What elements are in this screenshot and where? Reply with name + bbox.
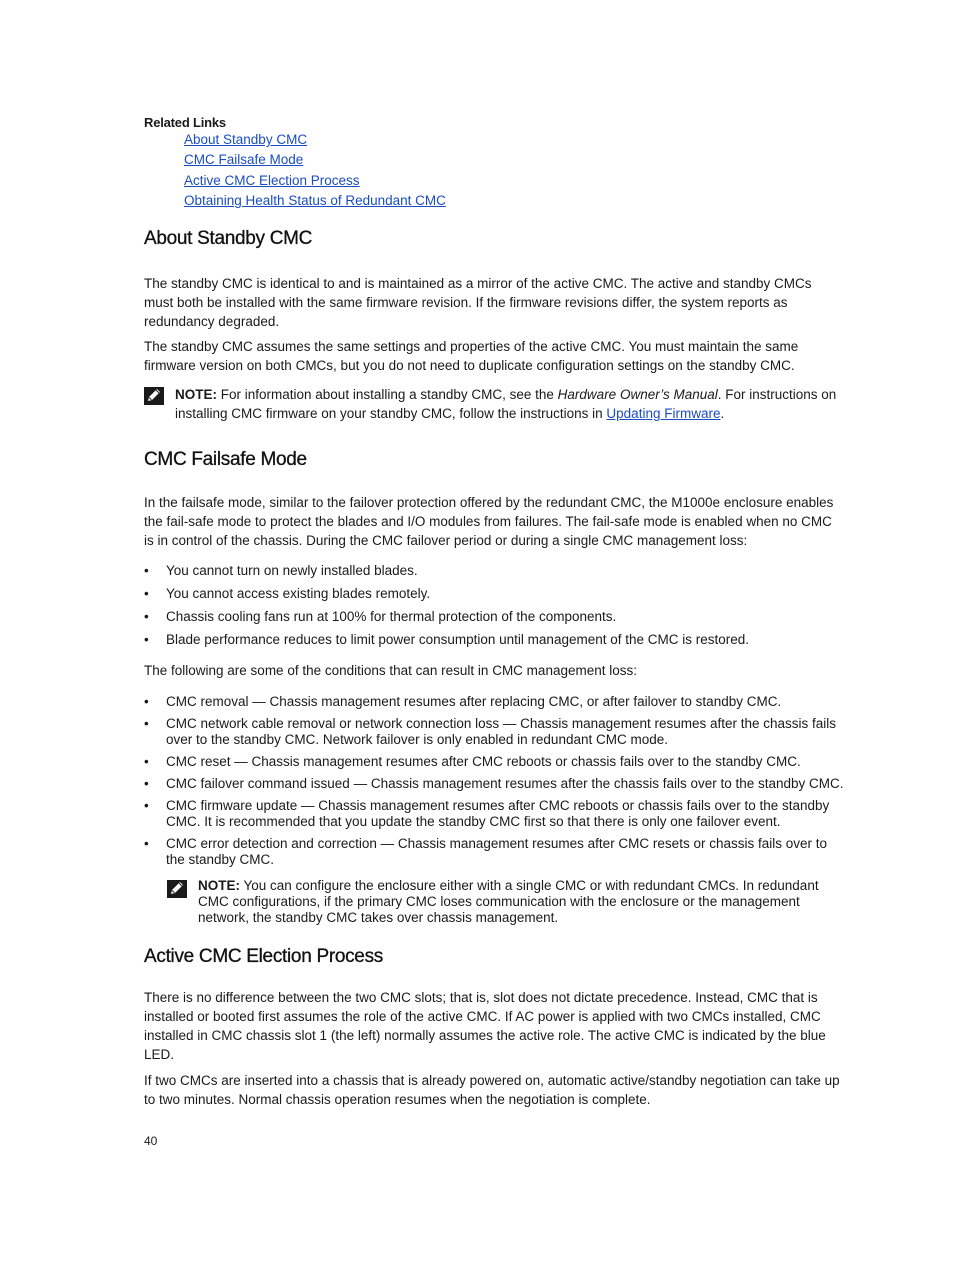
paragraph: The following are some of the conditions that can result in CMC management loss: xyxy=(144,663,637,678)
list-item xyxy=(184,130,446,150)
related-links xyxy=(144,115,446,212)
pencil-note-icon xyxy=(144,387,164,405)
link-about-standby-cmc[interactable]: About Standby CMC xyxy=(184,132,308,147)
list-item: • CMC error detection and correction — Chassis management resumes after CMC resets or chassis fails over to the standby CMC. xyxy=(144,836,844,868)
section-heading-election: Active CMC Election Process xyxy=(144,946,383,967)
note-text xyxy=(198,878,838,926)
note-text-part: . For instructions on installing CMC firmware on your standby CMC, follow the instructions in xyxy=(175,387,837,421)
paragraph: If two CMCs are inserted into a chassis that is already powered on, automatic active/standby negotiation can take up to two minutes. Normal chassis operation resumes when the negotiation is complete. xyxy=(144,1073,840,1107)
note-text-part: . xyxy=(720,406,725,421)
link-obtaining-health-status[interactable]: Obtaining Health Status of Redundant CMC xyxy=(184,193,446,209)
note-box xyxy=(167,878,838,926)
list-item: • CMC reset — Chassis management resumes after CMC reboots or chassis fails over to the standby CMC. xyxy=(144,754,844,770)
note-text-part: For information about installing a standby CMC, see the xyxy=(217,387,558,402)
bullet-list-loss-conditions xyxy=(144,694,844,868)
link-updating-firmware[interactable]: Updating Firmware xyxy=(606,406,721,421)
list-item: • You cannot access existing blades remotely. xyxy=(144,586,844,602)
section-heading-about-standby: About Standby CMC xyxy=(144,228,313,249)
bullet-list-failsafe-effects xyxy=(144,563,844,648)
list-item xyxy=(184,191,446,211)
paragraph: The standby CMC assumes the same settings and properties of the active CMC. You must maintain the same firmware version on both CMCs, but you do not need to duplicate configuration settings on the standby CMC. xyxy=(144,339,799,373)
paragraph: There is no difference between the two CMC slots; that is, slot does not dictate precedence. Instead, CMC that is installed or booted first assumes the role of the active CMC. If AC power is applied with two CMCs installed, CMC installed in CMC chassis slot 1 (the left) normally assumes the active role. The active CMC is indicated by the blue LED. xyxy=(144,990,826,1062)
list-item: • CMC network cable removal or network connection loss — Chassis management resumes after the chassis fails over to the standby CMC. Network failover is only enabled in redundant CMC mode. xyxy=(144,716,844,748)
note-text-part: You can configure the enclosure either with a single CMC or with redundant CMCs. In redundant CMC configurations, if the primary CMC loses communication with the enclosure or the management network, the standby CMC takes over chassis management. xyxy=(198,878,819,925)
paragraph: The standby CMC is identical to and is maintained as a mirror of the active CMC. The active and standby CMCs must both be installed with the same firmware revision. If the firmware revisions differ, the system reports as redundancy degraded. xyxy=(144,276,812,329)
note-label: NOTE: xyxy=(175,387,217,402)
manual-title: Hardware Owner’s Manual xyxy=(557,387,718,402)
paragraph: In the failsafe mode, similar to the failover protection offered by the redundant CMC, the M1000e enclosure enables the fail-safe mode to protect the blades and I/O modules from failures. The fail-safe mode is enabled when no CMC is in control of the chassis. During the CMC failover period or during a single CMC management loss: xyxy=(144,495,834,548)
list-item: • CMC failover command issued — Chassis management resumes after the chassis fails over to the standby CMC. xyxy=(144,776,844,792)
pencil-note-icon xyxy=(167,880,187,898)
list-item xyxy=(184,171,446,191)
page-number: 40 xyxy=(144,1134,158,1148)
section-heading-failsafe: CMC Failsafe Mode xyxy=(144,449,307,470)
list-item: • Chassis cooling fans run at 100% for thermal protection of the components. xyxy=(144,609,844,625)
note-text xyxy=(175,385,844,423)
main-content xyxy=(144,228,844,1109)
list-item: • Blade performance reduces to limit power consumption until management of the CMC is restored. xyxy=(144,632,844,648)
link-cmc-failsafe-mode[interactable]: CMC Failsafe Mode xyxy=(184,152,304,168)
note-label: NOTE: xyxy=(198,878,240,893)
link-active-cmc-election-process[interactable]: Active CMC Election Process xyxy=(184,172,360,188)
list-item: • CMC firmware update — Chassis management resumes after CMC reboots or chassis fails over to the standby CMC. It is recommended that you update the standby CMC first so that there is only one failover event. xyxy=(144,798,844,830)
list-item: • You cannot turn on newly installed blades. xyxy=(144,563,844,579)
related-links-list xyxy=(144,130,446,212)
list-item: • CMC removal — Chassis management resumes after replacing CMC, or after failover to standby CMC. xyxy=(144,694,844,710)
related-links-title: Related Links xyxy=(144,115,226,130)
note-box xyxy=(144,385,844,423)
list-item xyxy=(184,150,446,170)
